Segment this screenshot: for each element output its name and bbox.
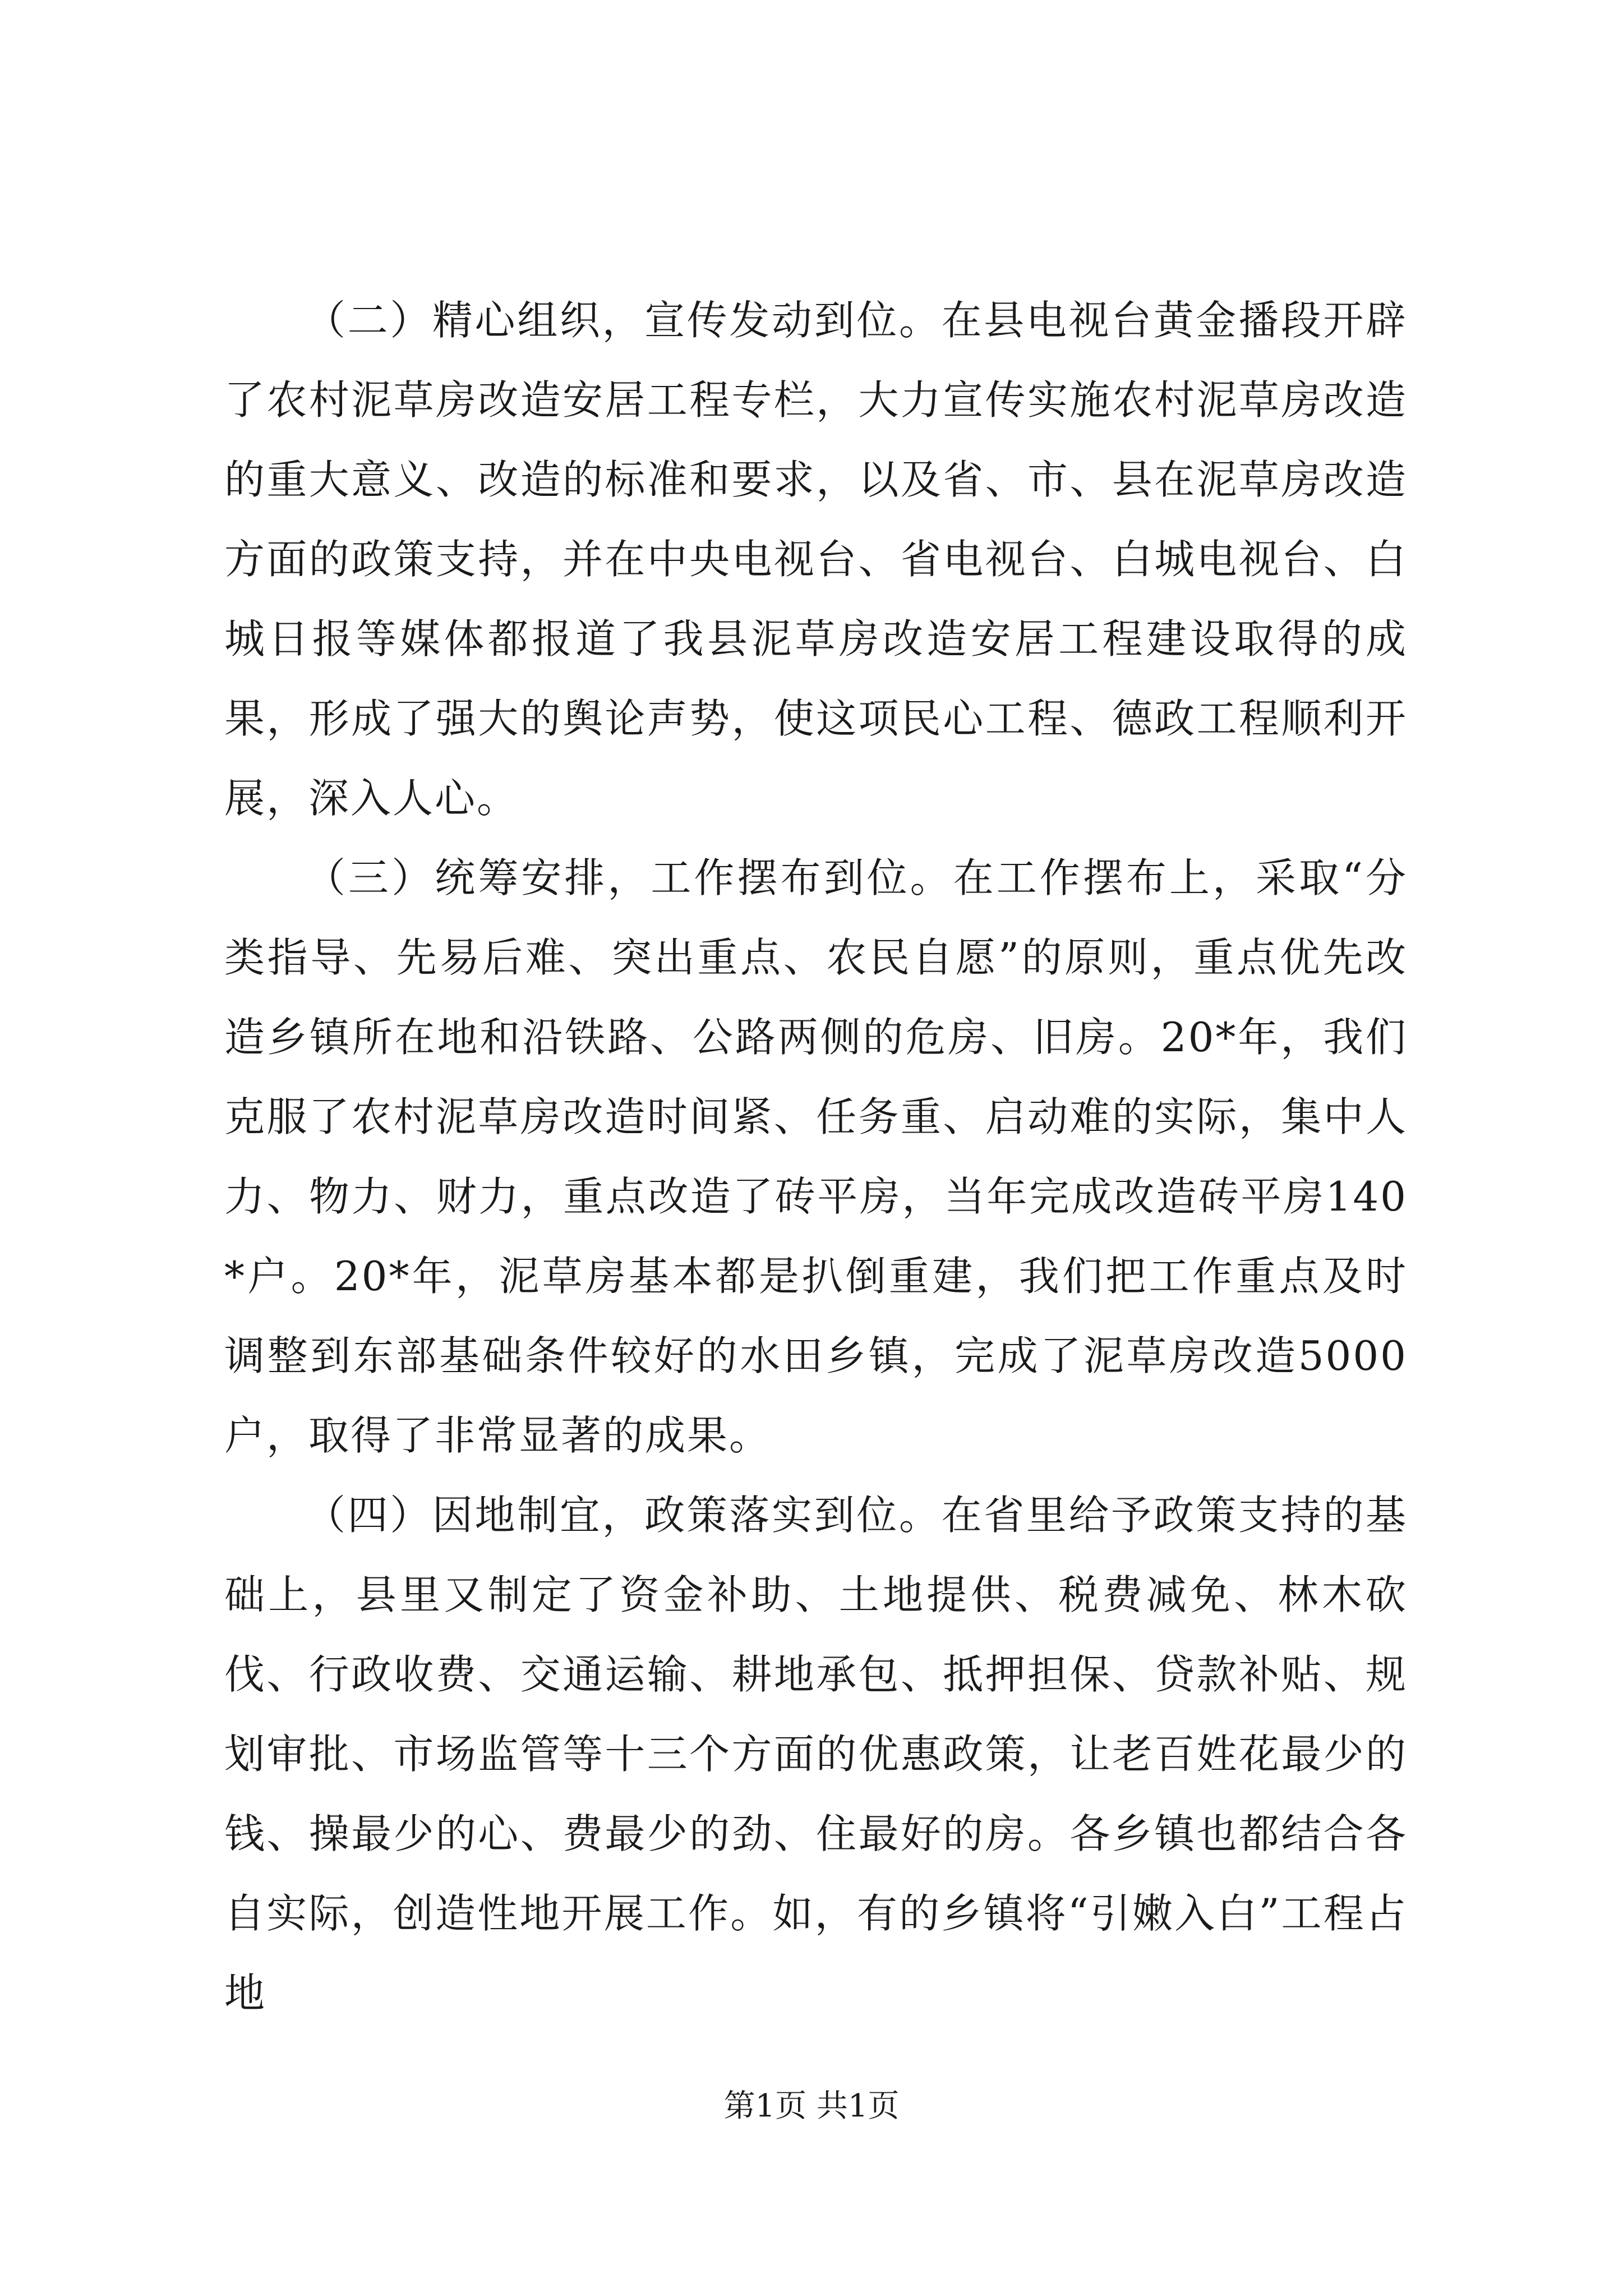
page-footer: 第1页 共1页 bbox=[723, 2088, 900, 2124]
document-body bbox=[224, 280, 1408, 2033]
paragraph-3: （三）统筹安排，工作摆布到位。在工作摆布上，采取“分类指导、先易后难、突出重点、农民自愿”的原则，重点优先改造乡镇所在地和沿铁路、公路两侧的危房、旧房。20*年，我们克服了农村泥草房改造时间紧、任务重、启动难的实际，集中人力、物力、财力，重点改造了砖平房，当年完成改造砖平房140*户。20*年，泥草房基本都是扒倒重建，我们把工作重点及时调整到东部基础条件较好的水田乡镇，完成了泥草房改造5000户，取得了非常显著的成果。 bbox=[224, 854, 1408, 1459]
paragraph-2: （二）精心组织，宣传发动到位。在县电视台黄金播段开辟了农村泥草房改造安居工程专栏，大力宣传实施农村泥草房改造的重大意义、改造的标准和要求，以及省、市、县在泥草房改造方面的政策支持，并在中央电视台、省电视台、白城电视台、白城日报等媒体都报道了我县泥草房改造安居工程建设取得的成果，形成了强大的舆论声势，使这项民心工程、德政工程顺利开展，深入人心。 bbox=[224, 297, 1408, 822]
paragraph-4: （四）因地制宜，政策落实到位。在省里给予政策支持的基础上，县里又制定了资金补助、土地提供、税费减免、林木砍伐、行政收费、交通运输、耕地承包、抵押担保、贷款补贴、规划审批、市场监管等十三个方面的优惠政策，让老百姓花最少的钱、操最少的心、费最少的劲、住最好的房。各乡镇也都结合各自实际，创造性地开展工作。如，有的乡镇将“引嫩入白”工程占地 bbox=[224, 1492, 1408, 2017]
